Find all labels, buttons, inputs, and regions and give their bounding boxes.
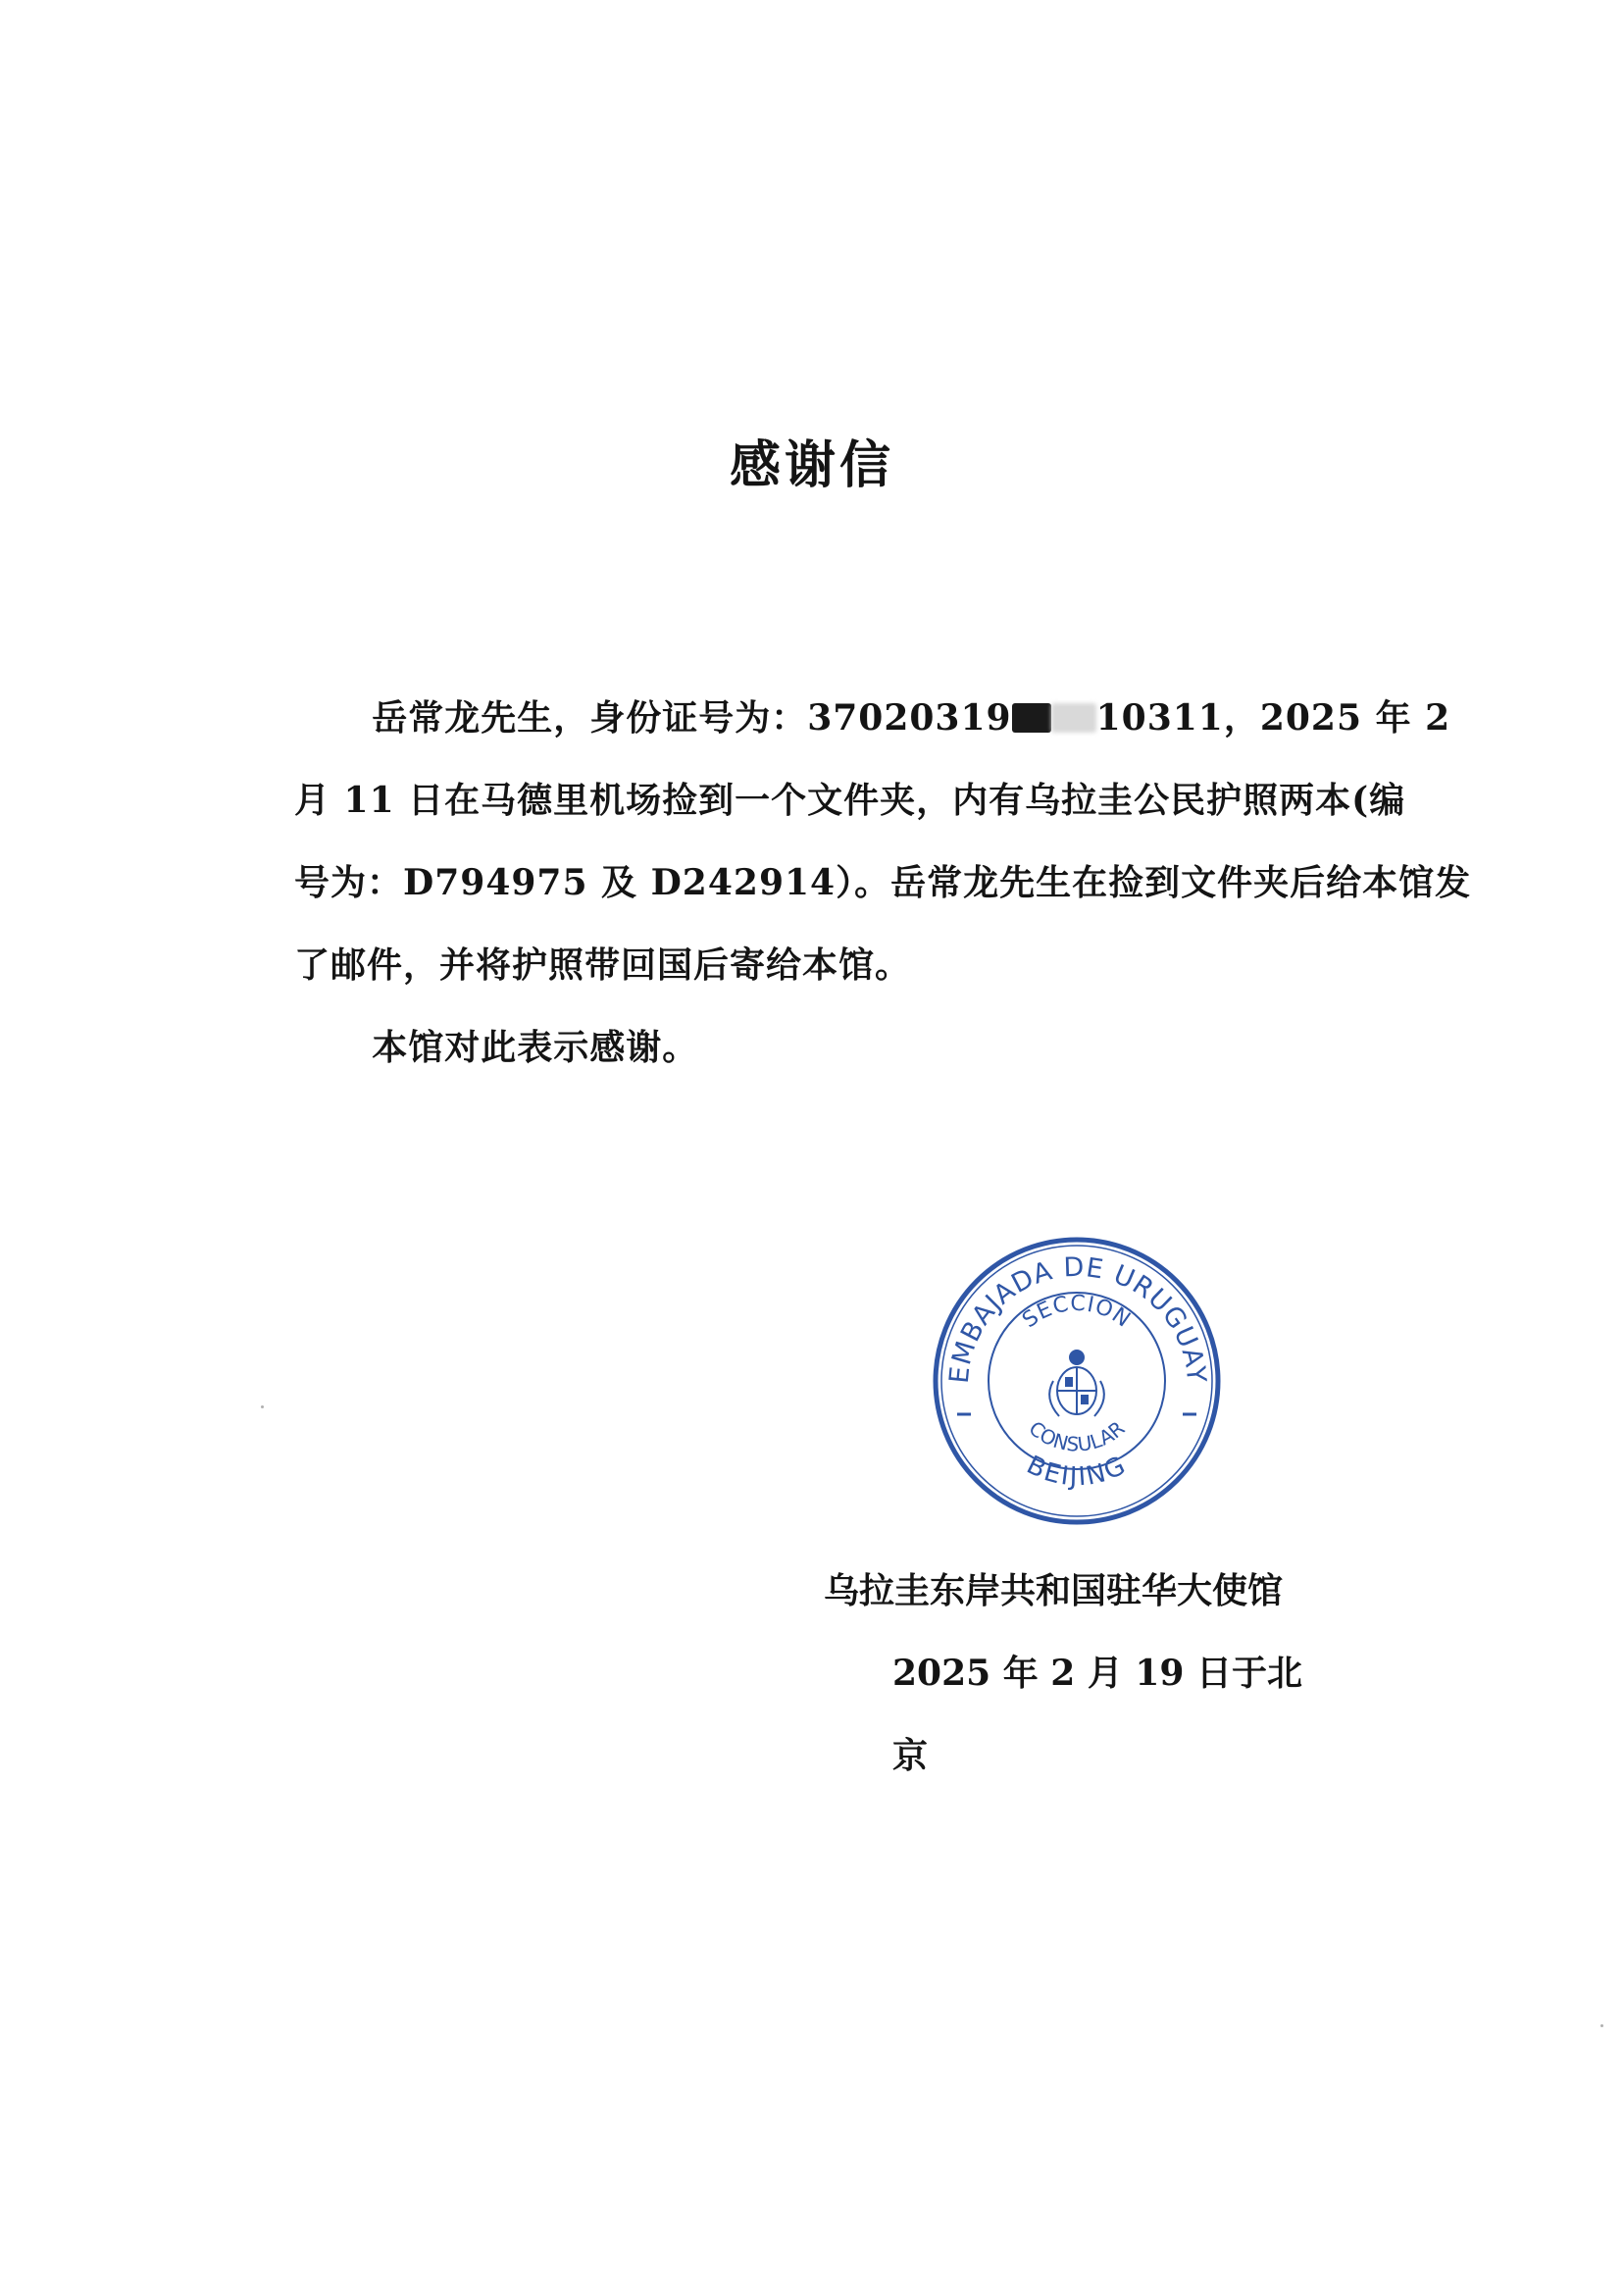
letter-title: 感谢信 [729,435,894,495]
seal-inner-text: SECCION [1018,1291,1136,1334]
paragraph-1-line-2: 月 11 日在马德里机场捡到一个文件夹，内有乌拉圭公民护照两本(编 [294,780,1406,821]
paragraph-1-line-4: 了邮件，并将护照带回国后寄给本馆。 [294,944,912,986]
paragraph-1 [294,677,1451,759]
paragraph-1-line-3: 号为：D794975 及 D242914）。岳常龙先生在捡到文件夹后给本馆发 [294,862,1472,903]
paragraph-1-line-1 [294,677,1451,759]
coat-of-arms-icon [1049,1351,1104,1416]
signing-date: 2025 年 2 月 19 日于北京 [892,1653,1303,1776]
scan-speck [1600,2024,1603,2027]
id-number-prefix: 岳常龙先生，身份证号为：37020319 [372,697,1012,739]
redaction-blur [1051,703,1096,733]
seal-outer-text: EMBAJADA DE URUGUAY [943,1251,1212,1385]
seal-lower-text: CONSULAR [1024,1416,1130,1456]
embassy-seal [930,1234,1224,1528]
scan-speck [261,1405,264,1408]
id-number-suffix: 10311，2025 年 2 [1095,697,1451,739]
seal-bottom-text: BEIJING [1022,1450,1132,1493]
letter-body [294,677,1472,1089]
redaction-block [1012,703,1051,733]
paragraph-2: 本馆对此表示感谢。 [372,1027,699,1068]
signature-block [804,1550,1314,1797]
signing-organization: 乌拉圭东岸共和国驻华大使馆 [824,1570,1284,1611]
